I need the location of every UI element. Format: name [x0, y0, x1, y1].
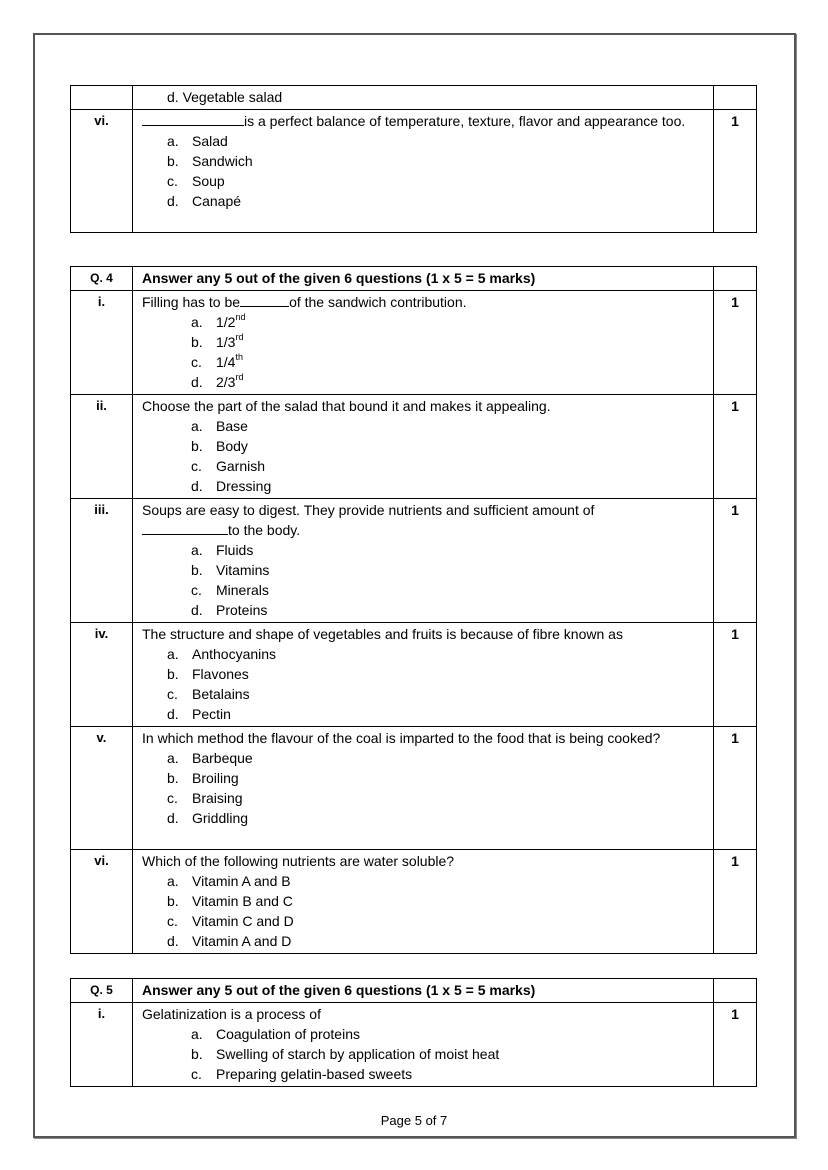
option: a. Barbeque	[167, 750, 253, 766]
option: c. Vitamin C and D	[167, 913, 294, 929]
option: b. Broiling	[167, 770, 239, 786]
option: c. 1/4th	[191, 352, 243, 370]
table-row	[71, 291, 757, 395]
option: b. Swelling of starch by application of moist heat	[191, 1046, 500, 1062]
option-list	[142, 748, 705, 828]
option-list	[142, 416, 705, 496]
option-list	[142, 871, 705, 951]
table-row	[71, 86, 757, 110]
marks: 1	[714, 727, 757, 850]
option-list	[142, 312, 705, 392]
option: d. Griddling	[167, 810, 249, 826]
section-instruction: Answer any 5 out of the given 6 questions (1 x 5 = 5 marks)	[133, 979, 714, 1003]
question-text: is a perfect balance of temperature, texture, flavor and appearance too.	[142, 111, 705, 131]
question-text: In which method the flavour of the coal is imparted to the food that is being cooked?	[142, 730, 661, 746]
option: b. 1/3rd	[191, 332, 244, 350]
option-list	[142, 1024, 705, 1084]
option: c. Minerals	[191, 582, 269, 598]
table-row	[71, 727, 757, 850]
table-row	[71, 110, 757, 233]
option: a. Base	[191, 418, 248, 434]
option-list	[142, 131, 705, 211]
section-number: Q. 4	[71, 267, 133, 291]
question-text: The structure and shape of vegetables and fruits is because of fibre known as	[142, 626, 623, 642]
marks: 1	[714, 623, 757, 727]
option: b. Vitamin B and C	[167, 893, 293, 909]
option: c. Betalains	[167, 686, 250, 702]
question-text-continued: to the body.	[142, 520, 705, 540]
question-text: Choose the part of the salad that bound it and makes it appealing.	[142, 398, 551, 414]
option: c. Braising	[167, 790, 243, 806]
question-number: iv.	[71, 623, 133, 727]
question-number: iii.	[71, 499, 133, 623]
question-text: Gelatinization is a process of	[142, 1006, 321, 1022]
option: a. 1/2nd	[191, 312, 246, 330]
question-text: Which of the following nutrients are water soluble?	[142, 853, 455, 869]
option: a. Coagulation of proteins	[191, 1026, 360, 1042]
marks: 1	[714, 850, 757, 954]
option: a. Vitamin A and B	[167, 873, 291, 889]
option-list	[142, 644, 705, 724]
section-instruction: Answer any 5 out of the given 6 questions (1 x 5 = 5 marks)	[133, 267, 714, 291]
question-text: Filling has to be of the sandwich contribution.	[142, 294, 467, 310]
question-number: i.	[71, 291, 133, 395]
section-header	[71, 979, 757, 1003]
marks: 1	[714, 110, 757, 233]
option: b. Body	[191, 438, 248, 454]
question-number: v.	[71, 727, 133, 850]
page-number: Page 5 of 7	[380, 1113, 448, 1128]
table-row	[71, 499, 757, 623]
option: b. Vitamins	[191, 562, 270, 578]
question-number: vi.	[71, 110, 133, 233]
table-row	[71, 395, 757, 499]
option-list	[142, 540, 705, 620]
option: c. Preparing gelatin-based sweets	[191, 1066, 413, 1082]
option: d. Vitamin A and D	[167, 933, 292, 949]
option: a. Anthocyanins	[167, 646, 277, 662]
option: c. Soup	[167, 173, 225, 189]
option: d. Dressing	[191, 478, 272, 494]
marks: 1	[714, 499, 757, 623]
question-number: i.	[71, 1003, 133, 1087]
question-number: ii.	[71, 395, 133, 499]
option-d: d. Vegetable salad	[167, 89, 283, 105]
option: d. Canapé	[167, 193, 242, 209]
question-text: Soups are easy to digest. They provide nutrients and sufficient amount of	[142, 502, 595, 518]
option: d. Pectin	[167, 706, 231, 722]
table-row	[71, 1003, 757, 1087]
section-number: Q. 5	[71, 979, 133, 1003]
option: b. Flavones	[167, 666, 249, 682]
marks: 1	[714, 395, 757, 499]
question-table-q3-continued	[70, 85, 757, 233]
table-row	[71, 850, 757, 954]
question-table-q4	[70, 266, 757, 954]
question-table-q5	[70, 978, 757, 1087]
option: b. Sandwich	[167, 153, 253, 169]
option: a. Fluids	[191, 542, 254, 558]
section-header	[71, 267, 757, 291]
question-number: vi.	[71, 850, 133, 954]
option: c. Garnish	[191, 458, 266, 474]
option: a. Salad	[167, 133, 228, 149]
option: d. 2/3rd	[191, 372, 244, 390]
table-row	[71, 623, 757, 727]
marks: 1	[714, 1003, 757, 1087]
option: d. Proteins	[191, 602, 268, 618]
marks: 1	[714, 291, 757, 395]
